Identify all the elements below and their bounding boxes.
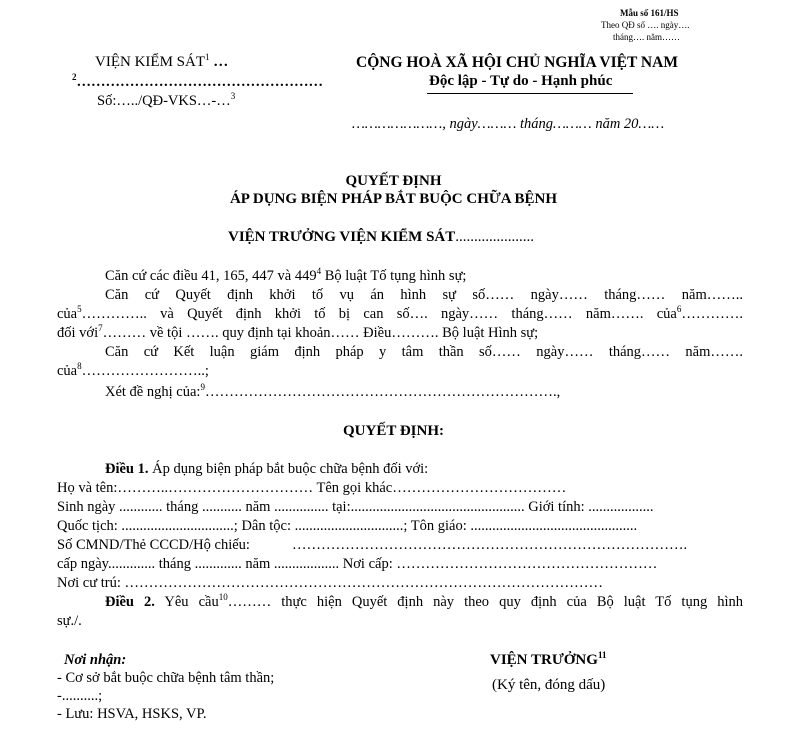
field-issue: cấp ngày............. tháng ............. năm .................. Nơi cấp: ……………………………………………… [57,556,658,572]
agency-name: VIỆN KIỂM SÁT$^1$ … [95,52,229,70]
document-title: QUYẾT ĐỊNH [345,173,442,189]
basis-line-3: của$^5$………….. và Quyết định khởi tố bị can số…. ngày…… tháng…… năm……. của$^6$…………. [57,304,743,322]
form-code-number: Mẫu số 161/HS [620,8,679,18]
field-birth: Sinh ngày ............ tháng ........... năm ............... tại:................................................ Giới tính: .................. [57,499,654,515]
recipient-item: -..........; [57,688,103,704]
date-line: …………………, ngày……… tháng……… năm 20…… [352,116,665,132]
signature-title: VIỆN TRƯỞNG$^{11}$ [490,650,607,668]
field-id-dots: ………………………………………………………………………. [292,537,688,553]
recipients-heading: Nơi nhận: [64,652,127,668]
article-2-end: sự./. [57,613,82,629]
signature-note: (Ký tên, đóng dấu) [492,677,606,693]
document-subtitle: ÁP DỤNG BIỆN PHÁP BẮT BUỘC CHỮA BỆNH [229,191,558,207]
motto-underline [427,93,633,94]
form-code-date: tháng…. năm…… [613,32,680,42]
basis-line-4: đối với$^7$……… về tội ……. quy định tại khoản…… Điều………. Bộ luật Hình sự; [57,323,539,341]
agency-subunit: $^2$…………………………………………… [72,72,323,90]
basis-line-1: Căn cứ các điều 41, 165, 447 và $449^4$ Bộ luật Tố tụng hình sự; [105,266,467,284]
basis-line-6: của$^8$……………………..; [57,361,209,379]
recipient-item: - Lưu: HSVA, HSKS, VP. [57,706,207,722]
field-full-name: Họ và tên:………..………………………… Tên gọi khác……………………………… [57,480,567,496]
article-2: Điều 2. Yêu cầu$^{10}$……… thực hiện Quyết định này theo quy định của Bộ luật Tố tụng hình [105,592,743,610]
field-address: Nơi cư trú: ……………………………………………………………………………………… [57,575,603,591]
article-1: Điều 1. Áp dụng biện pháp bắt buộc chữa bệnh đối với: [105,461,429,477]
form-code-decision: Theo QĐ số …. ngày…. [601,20,690,30]
decision-number: Số:…../QĐ-VKS…-…$^3$ [97,91,236,109]
recipient-item: - Cơ sở bắt buộc chữa bệnh tâm thần; [57,670,275,686]
proposal-line: Xét đề nghị của:$^9$………………………………………………………………., [105,382,561,400]
nation-motto: Độc lập - Tự do - Hạnh phúc [429,73,613,89]
basis-line-5: Căn cứ Kết luận giám định pháp y tâm thần số…… ngày…… tháng…… năm……. [105,344,743,360]
basis-line-2: Căn cứ Quyết định khởi tố vụ án hình sự số…… ngày…… tháng…… năm…….. [105,287,743,303]
nation-title: CỘNG HOÀ XÃ HỘI CHỦ NGHĨA VIỆT NAM [356,54,678,71]
field-id-label: Số CMND/Thẻ CCCD/Hộ chiếu: [57,537,250,553]
issuing-authority: VIỆN TRƯỞNG VIỆN KIỂM SÁT..................... [228,229,535,245]
field-nationality: Quốc tịch: ...............................; Dân tộc: ..............................; Tôn giáo: .............................................. [57,518,638,534]
decision-heading: QUYẾT ĐỊNH: [343,423,444,439]
